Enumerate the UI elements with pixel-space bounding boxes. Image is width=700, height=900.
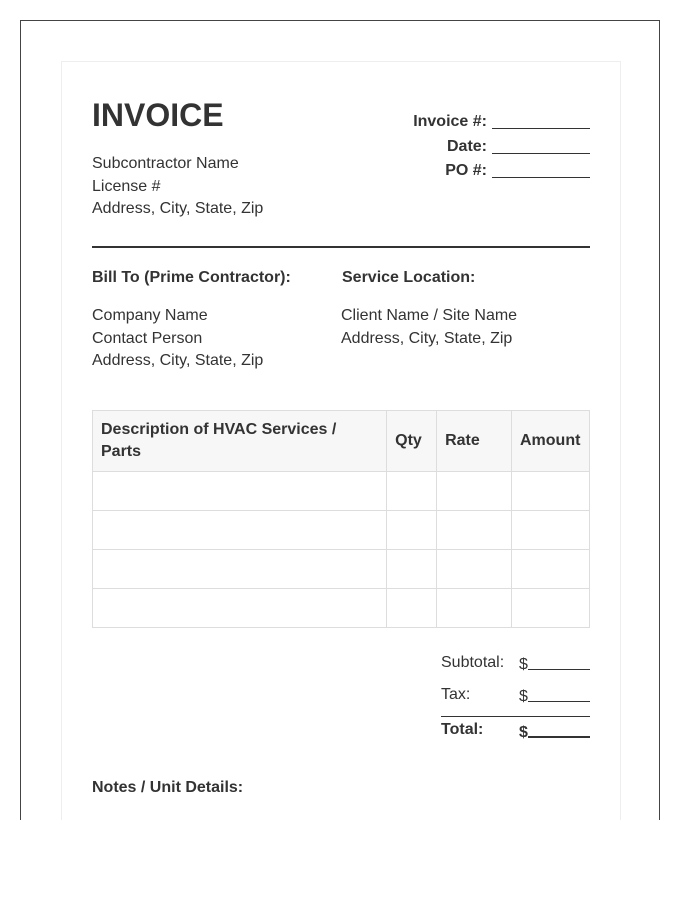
bill-to-details	[92, 305, 263, 373]
po-number-label: PO #:	[445, 162, 487, 179]
amount-cell[interactable]	[511, 511, 589, 550]
service-location-client: Client Name / Site Name	[341, 307, 518, 324]
subcontractor-address: Address, City, State, Zip	[92, 200, 264, 217]
subcontractor-name: Subcontractor Name	[92, 155, 239, 172]
bill-to-address: Address, City, State, Zip	[92, 352, 264, 369]
bill-to-contact: Contact Person	[92, 329, 203, 347]
qty-cell[interactable]	[387, 511, 437, 550]
total-field[interactable]	[528, 722, 590, 738]
invoice-title: INVOICE	[92, 97, 224, 133]
bill-to-company: Company Name	[92, 307, 208, 324]
tax-field[interactable]	[528, 687, 590, 702]
totals-block	[441, 650, 590, 749]
total-row	[441, 716, 590, 749]
tax-value	[519, 686, 590, 706]
subtotal-row	[441, 650, 590, 682]
invoice-number-row	[413, 109, 590, 134]
amount-cell[interactable]	[511, 550, 589, 589]
description-cell[interactable]	[93, 589, 387, 628]
service-location-heading: Service Location:	[342, 269, 476, 286]
date-row	[413, 134, 590, 159]
rate-cell[interactable]	[437, 550, 512, 589]
rate-cell[interactable]	[437, 589, 512, 628]
amount-cell[interactable]	[511, 589, 589, 628]
po-number-field[interactable]	[492, 161, 590, 178]
rate-header: Rate	[437, 411, 512, 472]
subtotal-label: Subtotal:	[441, 654, 505, 671]
invoice-meta	[413, 109, 590, 183]
description-header: Description of HVAC Services / Parts	[93, 411, 387, 472]
header-divider	[92, 246, 590, 248]
date-label: Date:	[446, 137, 487, 155]
qty-cell[interactable]	[387, 589, 437, 628]
total-label: Total:	[441, 721, 484, 738]
invoice-number-label: Invoice #:	[413, 113, 487, 130]
table-row	[93, 472, 590, 511]
table-row	[93, 511, 590, 550]
bill-to-heading: Bill To (Prime Contractor):	[92, 269, 291, 286]
line-items-table	[92, 410, 590, 628]
subcontractor-license: License #	[92, 177, 161, 195]
notes-heading: Notes / Unit Details:	[92, 779, 244, 796]
subtotal-value	[519, 654, 590, 674]
page-frame	[20, 20, 660, 820]
table-header-row	[93, 411, 590, 472]
service-location-address: Address, City, State, Zip	[341, 329, 513, 347]
invoice-document	[61, 61, 621, 820]
description-cell[interactable]	[93, 550, 387, 589]
table-row	[93, 550, 590, 589]
qty-header: Qty	[387, 411, 437, 472]
total-currency: $	[519, 724, 528, 741]
tax-currency: $	[519, 688, 528, 705]
rate-cell[interactable]	[437, 511, 512, 550]
description-cell[interactable]	[93, 511, 387, 550]
subcontractor-info	[92, 153, 263, 221]
table-row	[93, 589, 590, 628]
rate-cell[interactable]	[437, 472, 512, 511]
po-number-row	[413, 158, 590, 183]
date-field[interactable]	[492, 137, 590, 154]
subtotal-field[interactable]	[528, 655, 590, 670]
subtotal-currency: $	[519, 656, 528, 673]
description-cell[interactable]	[93, 472, 387, 511]
service-location-details	[341, 305, 517, 350]
total-value	[519, 721, 590, 742]
invoice-number-field[interactable]	[492, 112, 590, 129]
tax-label: Tax:	[441, 686, 471, 703]
qty-cell[interactable]	[387, 472, 437, 511]
tax-row	[441, 682, 590, 714]
qty-cell[interactable]	[387, 550, 437, 589]
amount-header: Amount	[511, 411, 589, 472]
amount-cell[interactable]	[511, 472, 589, 511]
